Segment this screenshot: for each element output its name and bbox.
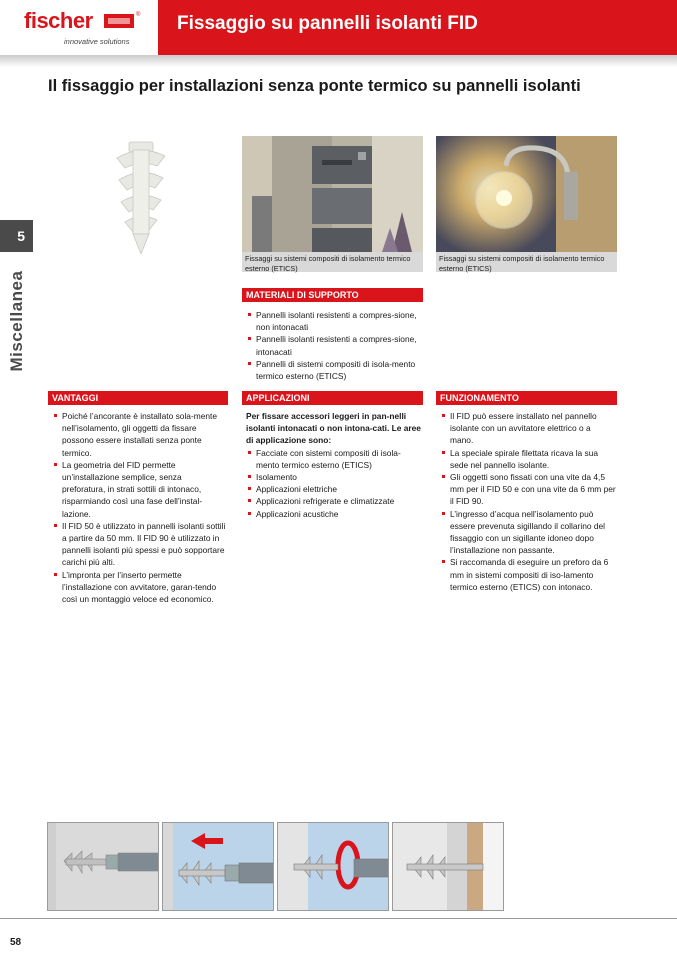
list-item: Pannelli isolanti resistenti a compres-sione, intonacati <box>246 333 421 357</box>
list-item: Applicazioni elettriche <box>246 483 422 495</box>
list-item: Il FID può essere installato nel pannello isolante con un avvitatore elettrico o a mano. <box>440 410 616 447</box>
chapter-label: Miscellanea <box>7 270 26 372</box>
list-item: Isolamento <box>246 471 422 483</box>
page-number: 58 <box>10 937 22 948</box>
photo-mailbox-etics <box>242 136 423 252</box>
list-item: La geometria del FID permette un’installazione semplice, senza preforatura, in strati sottili di intonaco, risparmiando così una fase dell’instal-lazione. <box>52 459 227 520</box>
installation-step-2-image <box>162 822 274 911</box>
funzionamento-list <box>440 410 616 593</box>
materiali-list <box>246 309 421 382</box>
list-item: Gli oggetti sono fissati con una vite da 4,5 mm per il FID 50 e con una vite da 6 mm per il FID 90. <box>440 471 616 508</box>
fischer-logo: fischer <box>24 8 93 33</box>
list-item: Facciate con sistemi compositi di isola-mento termico esterno (ETICS) <box>246 447 422 471</box>
applicazioni-lead: Per fissare accessori leggeri in pan-nelli isolanti intonacati o non intona-cati. Le aree di applicazione sono: <box>246 411 421 446</box>
registered-mark-icon: ® <box>136 12 141 18</box>
header-shadow <box>0 55 677 67</box>
photo-caption: Fissaggi su sistemi compositi di isolamento termico esterno (ETICS) <box>436 252 617 272</box>
applicazioni-body <box>246 410 422 520</box>
list-item: Pannelli di sistemi compositi di isola-mento termico esterno (ETICS) <box>246 358 421 382</box>
installation-step-1-image <box>47 822 159 911</box>
section-heading-funzionamento: FUNZIONAMENTO <box>436 391 617 405</box>
chapter-number-tab: 5 <box>0 220 33 252</box>
list-item: Applicazioni refrigerate e climatizzate <box>246 495 422 507</box>
logo-tagline: innovative solutions <box>64 37 130 46</box>
footer-rule <box>0 918 677 919</box>
vantaggi-list <box>52 410 227 605</box>
section-heading-applicazioni: APPLICAZIONI <box>242 391 423 405</box>
page-header-title: Fissaggio su pannelli isolanti FID <box>177 13 478 34</box>
section-heading-materiali: MATERIALI DI SUPPORTO <box>242 288 423 302</box>
list-item: Pannelli isolanti resistenti a compres-sione, non intonacati <box>246 309 421 333</box>
list-item: L’impronta per l’inserto permette l’installazione con avvitatore, garan-tendo così un montaggio veloce ed economico. <box>52 569 227 606</box>
photo-caption: Fissaggi su sistemi compositi di isolamento termico esterno (ETICS) <box>242 252 423 272</box>
page-title: Il fissaggio per installazioni senza ponte termico su pannelli isolanti <box>48 77 581 95</box>
photo-lamp-etics <box>436 136 617 252</box>
list-item: Si raccomanda di eseguire un preforo da 6 mm in sistemi compositi di iso-lamento termico esterno (ETICS) con intonaco. <box>440 556 616 593</box>
list-item: La speciale spirale filettata ricava la sua sede nel pannello isolante. <box>440 447 616 471</box>
list-item: L’ingresso d’acqua nell’isolamento può essere prevenuta sigillando il collarino del fissaggio con un sigillante idoneo dopo l’installazione non passante. <box>440 508 616 557</box>
installation-step-4-image <box>392 822 504 911</box>
list-item: Applicazioni acustiche <box>246 508 422 520</box>
list-item: Il FID 50 è utilizzato in pannelli isolanti sottili a partire da 50 mm. Il FID 90 è utilizzato in pannelli isolanti più spessi e può sopportare carichi più alti. <box>52 520 227 569</box>
list-item: Poiché l’ancorante è installato sola-mente nell’isolamento, gli oggetti da fissare possono essere installati senza ponte termico. <box>52 410 227 459</box>
fischer-logo-mark <box>104 14 134 28</box>
fid-anchor-image <box>47 136 227 254</box>
section-heading-vantaggi: VANTAGGI <box>48 391 228 405</box>
installation-step-3-image <box>277 822 389 911</box>
